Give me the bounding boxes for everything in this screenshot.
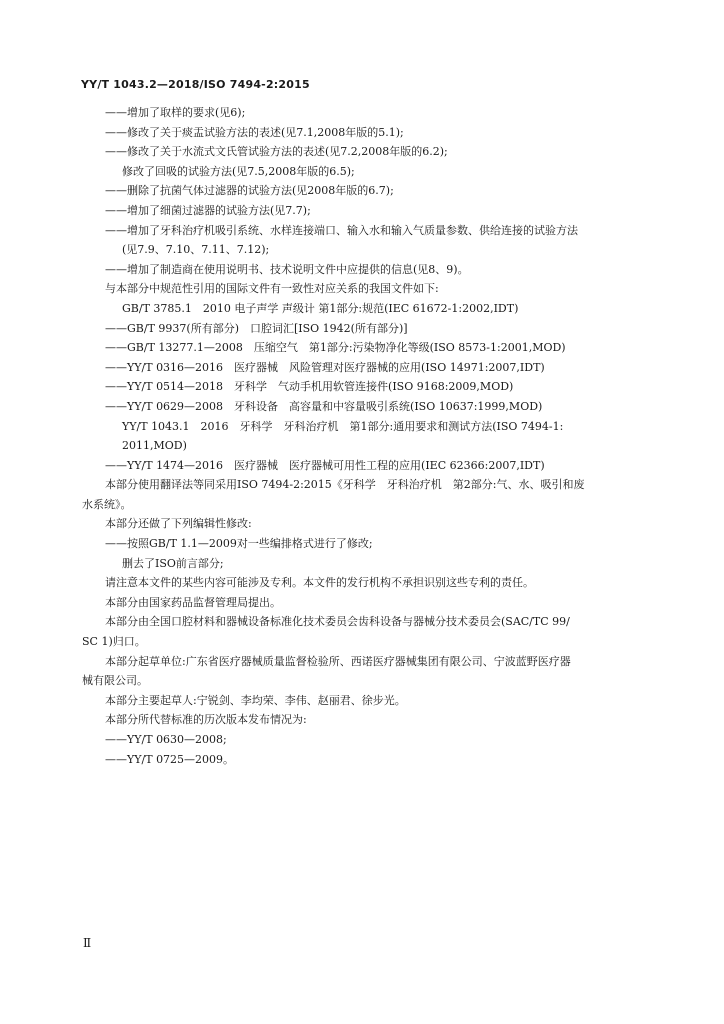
text-line: 械有限公司。	[82, 674, 148, 688]
document-header: YY/T 1043.2—2018/ISO 7494-2:2015	[81, 78, 310, 91]
text-line: ——GB/T 13277.1—2008 压缩空气 第1部分:污染物净化等级(ISO 8573-1:2001,MOD)	[105, 341, 566, 355]
text-line: ——YY/T 0316—2016 医疗器械 风险管理对医疗器械的应用(ISO 14971:2007,IDT)	[105, 360, 545, 374]
text-line: 本部分使用翻译法等同采用ISO 7494-2:2015《牙科学 牙科治疗机 第2部分:气、水、吸引和废	[105, 478, 585, 492]
text-line: ——修改了关于痰盂试验方法的表述(见7.1,2008年版的5.1);	[105, 125, 404, 139]
text-line: 本部分起草单位:广东省医疗器械质量监督检验所、西诺医疗器械集团有限公司、宁波蓝野医疗器	[105, 654, 571, 668]
text-line: ——增加了取样的要求(见6);	[105, 106, 246, 119]
text-line: 本部分由国家药品监督管理局提出。	[105, 595, 281, 609]
text-line: 修改了回吸的试验方法(见7.5,2008年版的6.5);	[122, 164, 355, 178]
text-line: 本部分还做了下列编辑性修改:	[105, 517, 252, 531]
text-line: ——增加了细菌过滤器的试验方法(见7.7);	[105, 203, 311, 217]
text-line: ——增加了制造商在使用说明书、技术说明文件中应提供的信息(见8、9)。	[105, 262, 469, 276]
text-line: 本部分所代替标准的历次版本发布情况为:	[105, 713, 307, 727]
text-line: 水系统》。	[82, 497, 132, 511]
text-line: (见7.9、7.10、7.11、7.12);	[122, 243, 270, 257]
text-line: 删去了ISO前言部分;	[122, 556, 224, 570]
text-line: ——增加了牙科治疗机吸引系统、水样连接端口、输入水和输入气质量参数、供给连接的试验方法	[105, 223, 578, 237]
text-line: ——YY/T 1474—2016 医疗器械 医疗器械可用性工程的应用(IEC 62366:2007,IDT)	[105, 458, 545, 472]
text-line: ——YY/T 0725—2009。	[105, 752, 235, 766]
text-line: 本部分由全国口腔材料和器械设备标准化技术委员会齿科设备与器械分技术委员会(SAC/TC 99/	[105, 615, 570, 629]
text-line: 与本部分中规范性引用的国际文件有一致性对应关系的我国文件如下:	[105, 282, 439, 296]
text-line: GB/T 3785.1 2010 电子声学 声级计 第1部分:规范(IEC 61672-1:2002,IDT)	[122, 301, 519, 315]
text-line: YY/T 1043.1 2016 牙科学 牙科治疗机 第1部分:通用要求和测试方法(ISO 7494-1:	[122, 419, 564, 433]
page-number: Ⅱ	[83, 936, 92, 950]
text-line: ——YY/T 0630—2008;	[105, 733, 227, 746]
text-line: ——修改了关于水流式文氏管试验方法的表述(见7.2,2008年版的6.2);	[105, 145, 448, 159]
text-line: 请注意本文件的某些内容可能涉及专利。本文件的发行机构不承担识别这些专利的责任。	[105, 576, 534, 590]
text-line: ——YY/T 0629—2008 牙科设备 高容量和中容量吸引系统(ISO 10637:1999,MOD)	[105, 399, 543, 413]
text-line: ——GB/T 9937(所有部分) 口腔词汇[ISO 1942(所有部分)]	[105, 321, 408, 335]
text-line: SC 1)归口。	[82, 635, 146, 649]
text-line: ——删除了抗菌气体过滤器的试验方法(见2008年版的6.7);	[105, 184, 394, 198]
text-line: ——YY/T 0514—2018 牙科学 气动手机用软管连接件(ISO 9168:2009,MOD)	[105, 380, 514, 394]
document-body	[82, 103, 662, 769]
text-line: 本部分主要起草人:宁锐剑、李均荣、李伟、赵丽君、徐步光。	[105, 693, 406, 707]
text-line: 2011,MOD)	[122, 439, 187, 453]
text-line: ——按照GB/T 1.1—2009对一些编排格式进行了修改;	[105, 537, 373, 551]
